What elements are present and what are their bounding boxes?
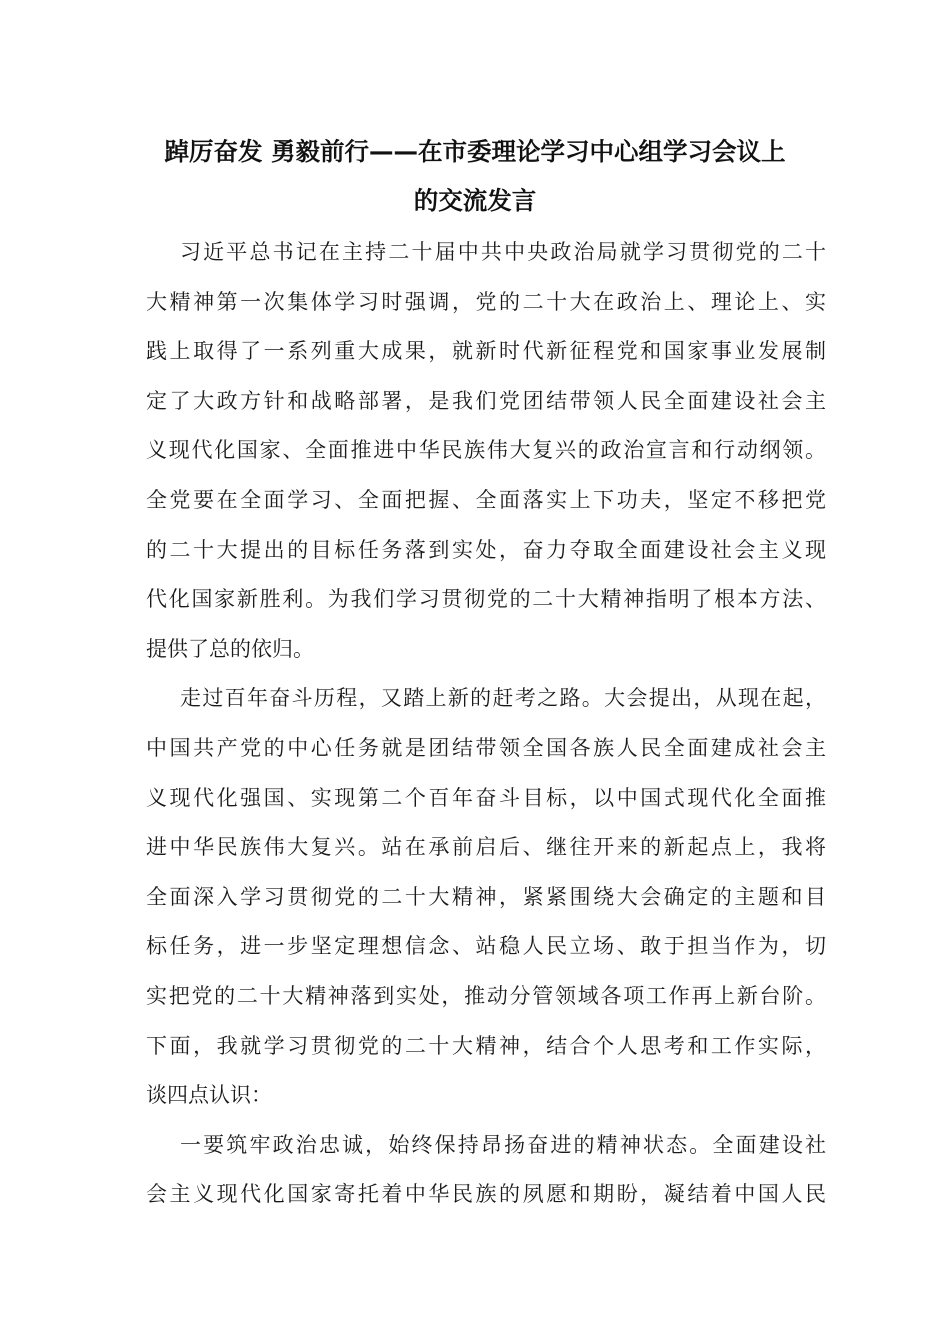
text-line: 进中华民族伟大复兴。站在承前启后、继往开来的新起点上，我将 — [146, 835, 826, 860]
text-line: 标任务，进一步坚定理想信念、站稳人民立场、敢于担当作为，切 — [146, 934, 826, 959]
text-line: 实把党的二十大精神落到实处，推动分管领域各项工作再上新台阶。 — [146, 983, 826, 1008]
text-line: 中国共产党的中心任务就是团结带领全国各族人民全面建成社会主 — [146, 735, 826, 760]
text-line: 义现代化国家、全面推进中华民族伟大复兴的政治宣言和行动纲领。 — [146, 438, 826, 463]
text-line: 践上取得了一系列重大成果，就新时代新征程党和国家事业发展制 — [146, 339, 826, 364]
text-line: 一要筑牢政治忠诚，始终保持昂扬奋进的精神状态。全面建设社 — [180, 1132, 826, 1157]
document-body — [146, 237, 826, 1229]
text-line: 代化国家新胜利。为我们学习贯彻党的二十大精神指明了根本方法、 — [146, 587, 826, 612]
text-line: 全面深入学习贯彻党的二十大精神，紧紧围绕大会确定的主题和目 — [146, 884, 826, 909]
text-line: 定了大政方针和战略部署，是我们党团结带领人民全面建设社会主 — [146, 388, 826, 413]
text-line: 习近平总书记在主持二十届中共中央政治局就学习贯彻党的二十 — [180, 240, 826, 264]
text-line: 提供了总的依归。 — [146, 636, 314, 661]
text-line: 下面，我就学习贯彻党的二十大精神，结合个人思考和工作实际， — [146, 1033, 826, 1058]
text-line: 全党要在全面学习、全面把握、全面落实上下功夫，坚定不移把党 — [146, 487, 826, 512]
text-line: 义现代化强国、实现第二个百年奋斗目标，以中国式现代化全面推 — [146, 785, 826, 810]
document-title-line-1: 踔厉奋发 勇毅前行——在市委理论学习中心组学习会议上 — [164, 137, 786, 166]
text-line: 的二十大提出的目标任务落到实处，奋力夺取全面建设社会主义现 — [146, 537, 826, 562]
paragraph-1 — [146, 237, 826, 683]
text-line: 走过百年奋斗历程，又踏上新的赶考之路。大会提出，从现在起， — [180, 686, 826, 711]
document-title-line-2: 的交流发言 — [413, 186, 537, 215]
text-line: 大精神第一次集体学习时强调，党的二十大在政治上、理论上、实 — [146, 289, 826, 314]
text-line: 会主义现代化国家寄托着中华民族的夙愿和期盼，凝结着中国人民 — [146, 1182, 826, 1207]
text-line: 谈四点认识： — [146, 1083, 272, 1108]
paragraph-3 — [146, 1130, 826, 1229]
paragraph-2 — [146, 683, 826, 1129]
